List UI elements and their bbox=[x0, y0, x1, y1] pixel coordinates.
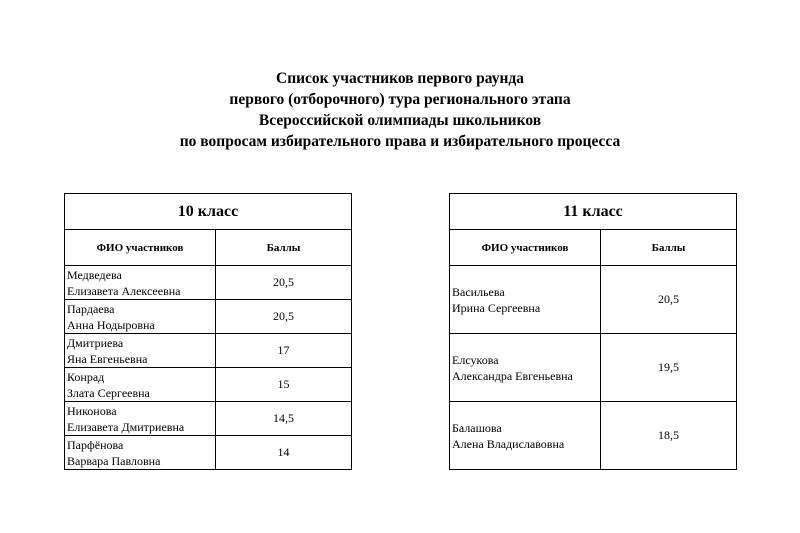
participant-name bbox=[65, 300, 216, 334]
participant-given-name: Варвара Павловна bbox=[67, 453, 161, 468]
participant-given-name: Елизавета Алексеевна bbox=[67, 283, 181, 298]
participant-score: 14,5 bbox=[216, 402, 352, 436]
grade-10-col-name-header: ФИО участников bbox=[65, 230, 216, 266]
table-row bbox=[65, 368, 352, 402]
participant-name bbox=[450, 334, 601, 402]
grade-11-heading: 11 класс bbox=[450, 194, 737, 230]
participant-surname: Никонова bbox=[67, 403, 117, 418]
participant-score: 14 bbox=[216, 436, 352, 470]
participant-given-name: Яна Евгеньевна bbox=[67, 351, 148, 366]
participant-given-name: Елизавета Дмитриевна bbox=[67, 419, 185, 434]
document-title bbox=[0, 68, 800, 152]
participant-surname: Пардаева bbox=[67, 301, 115, 316]
table-row bbox=[450, 266, 737, 334]
participant-surname: Конрад bbox=[67, 369, 105, 384]
table-row bbox=[65, 300, 352, 334]
participant-given-name: Злата Сергеевна bbox=[67, 385, 150, 400]
participant-surname: Дмитриева bbox=[67, 335, 124, 350]
participant-score: 15 bbox=[216, 368, 352, 402]
participant-surname: Балашова bbox=[452, 420, 502, 435]
participant-score: 20,5 bbox=[216, 300, 352, 334]
participant-score: 18,5 bbox=[601, 402, 737, 470]
participant-name bbox=[65, 436, 216, 470]
table-row bbox=[65, 334, 352, 368]
participant-given-name: Ирина Сергеевна bbox=[452, 300, 541, 315]
participant-surname: Парфёнова bbox=[67, 437, 124, 452]
participant-score: 19,5 bbox=[601, 334, 737, 402]
participant-name bbox=[450, 402, 601, 470]
participant-score: 20,5 bbox=[216, 266, 352, 300]
grade-10-col-score-header: Баллы bbox=[216, 230, 352, 266]
grade-10-heading: 10 класс bbox=[65, 194, 352, 230]
participant-name bbox=[65, 266, 216, 300]
participant-surname: Васильева bbox=[452, 284, 505, 299]
participant-name bbox=[65, 402, 216, 436]
participant-name bbox=[65, 368, 216, 402]
grade-11-col-name-header: ФИО участников bbox=[450, 230, 601, 266]
participant-name bbox=[65, 334, 216, 368]
grade-10-table bbox=[64, 193, 352, 470]
participant-surname: Елсукова bbox=[452, 352, 499, 367]
table-row bbox=[450, 334, 737, 402]
title-line-4: по вопросам избирательного права и избирательного процесса bbox=[179, 133, 621, 150]
table-row bbox=[65, 436, 352, 470]
participant-score: 17 bbox=[216, 334, 352, 368]
participant-given-name: Анна Нодыровна bbox=[67, 317, 155, 332]
title-line-1: Список участников первого раунда bbox=[276, 70, 524, 87]
participant-surname: Медведева bbox=[67, 267, 122, 282]
participant-given-name: Александра Евгеньевна bbox=[452, 368, 573, 383]
participant-name bbox=[450, 266, 601, 334]
participant-given-name: Алена Владиславовна bbox=[452, 436, 565, 451]
table-row bbox=[65, 266, 352, 300]
grade-11-col-score-header: Баллы bbox=[601, 230, 737, 266]
table-row bbox=[450, 402, 737, 470]
table-row bbox=[65, 402, 352, 436]
grade-11-table bbox=[449, 193, 737, 470]
title-line-2: первого (отборочного) тура регионального этапа bbox=[229, 91, 571, 108]
participant-score: 20,5 bbox=[601, 266, 737, 334]
title-line-3: Всероссийской олимпиады школьников bbox=[258, 112, 542, 129]
